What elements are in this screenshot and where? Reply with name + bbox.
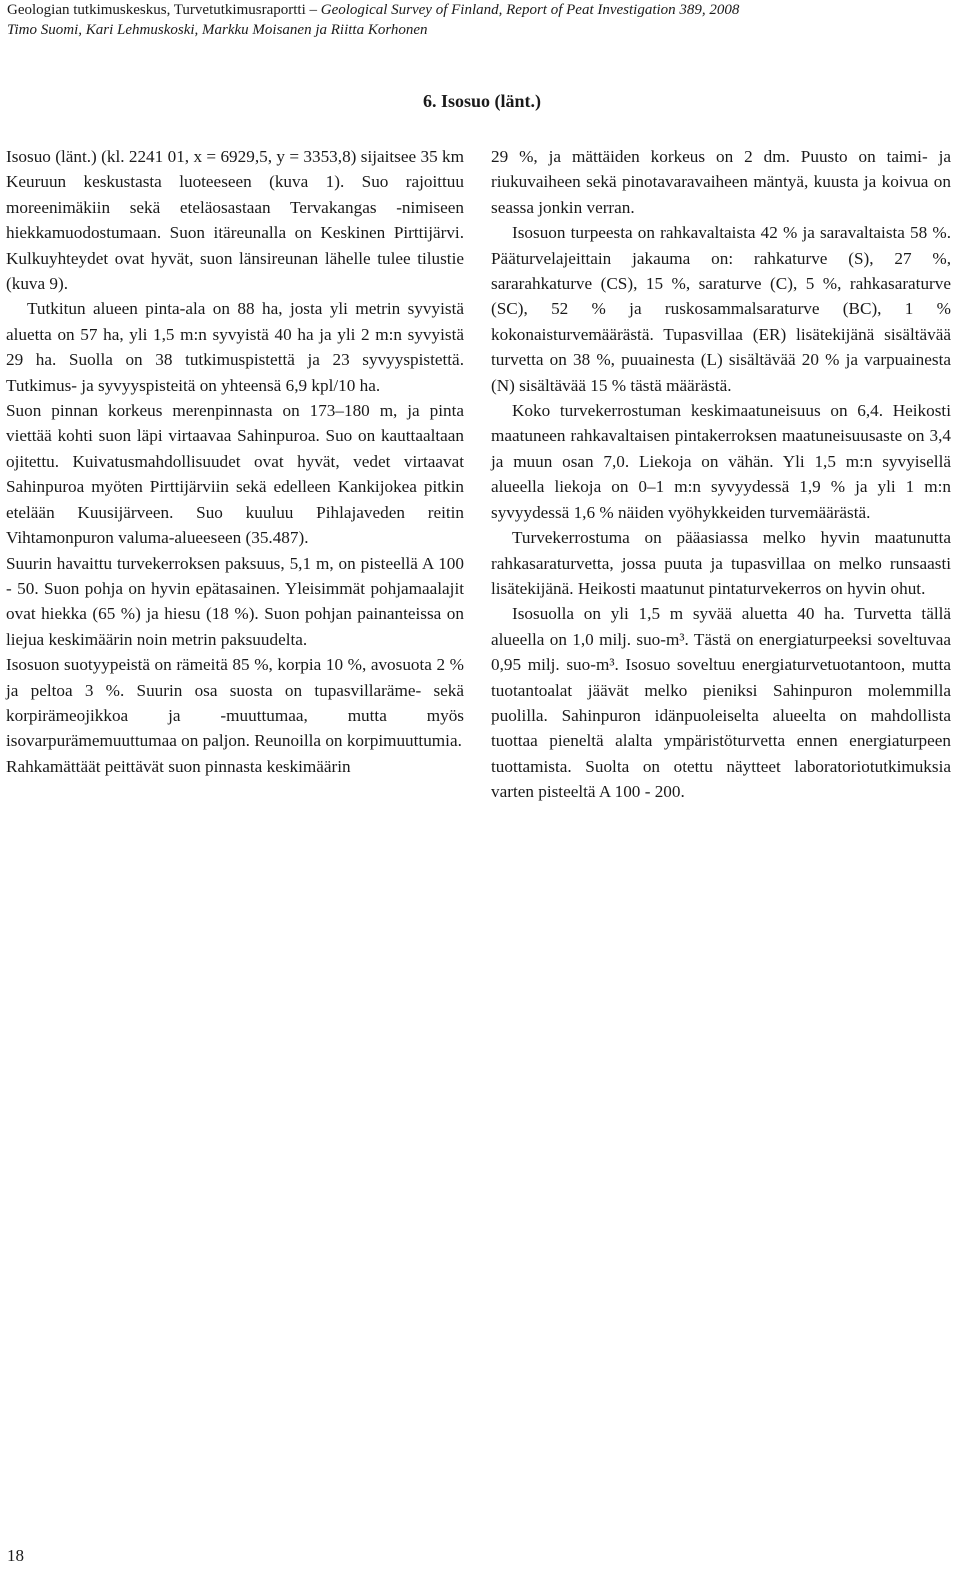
header-publisher: Geologian tutkimuskeskus, Turvetutkimusraportti –: [7, 2, 321, 18]
paragraph-location: Isosuo (länt.) (kl. 2241 01, x = 6929,5, y = 3353,8) sijaitsee 35 km Keuruun keskustasta luoteeseen (kuva 1). Suo rajoittuu moreenimäkiin sekä eteläosastaan Tervakangas -nimiseen hiekkamuodostumaan. Suon itäreunalla on Keskinen Pirttijärvi. Kulkuyhteydet ovat hyvät, suon länsireunan lähelle tulee tilustie (kuva 9).: [6, 147, 464, 294]
section-title: 6. Isosuo (länt.): [422, 91, 542, 111]
page-number: 18: [7, 1546, 24, 1565]
left-column: [6, 144, 464, 779]
paragraph-peat-layers: Turvekerrostuma on pääasiassa melko hyvin maatunutta rahkasaraturvetta, jossa puuta ja tupasvillaa on melko runsaasti lisätekijänä. Heikosti maatunut pintaturvekerros on hyvin ohut.: [491, 528, 951, 598]
paragraph-tree-stand: 29 %, ja mättäiden korkeus on 2 dm. Puusto on taimi- ja riukuvaiheen sekä pinotavaravaiheen mäntyä, kuusta ja koivua on seassa jonkin verran.: [491, 147, 951, 217]
right-column: [491, 144, 951, 805]
paragraph-elevation: Suon pinnan korkeus merenpinnasta on 173–180 m, ja pinta viettää kohti suon läpi virtaavaa Sahinpuroa. Suo on kauttaaltaan ojitettu. Kuivatusmahdollisuudet ovat hyvät, vedet virtaavat Sahinpuroa myöten Pirttijärviin sekä edelleen Kankijokea pitkin etelään Kuusijärveen. Suo kuuluu Pihlajaveden reitin Vihtamonpuron valuma-alueeseen (35.487).: [6, 401, 464, 548]
paragraph-humification: Koko turvekerrostuman keskimaatuneisuus on 6,4. Heikosti maatuneen rahkavaltaisen pintakerroksen maatuneisuusaste on 3,4 ja muun osan 7,0. Liekoja on vähän. Yli 1,5 m:n syvyisellä alueella liekoja on 0–1 m:n syvyydessä 1,9 % ja yli 1 m:n syvyydessä 1,6 % näiden vyöhykkeiden turvemäärästä.: [491, 401, 951, 522]
header-line-1: [7, 0, 739, 20]
paragraph-hummocks: Rahkamättäät peittävät suon pinnasta keskimäärin: [6, 756, 351, 776]
header-series-title: Geological Survey of Finland, Report of Peat Investigation 389, 2008: [320, 2, 740, 18]
paragraph-energy-peat: Isosuolla on yli 1,5 m syvää aluetta 40 ha. Turvetta tällä alueella on 1,0 milj. suo-m³. Tästä on energiaturpeeksi soveltuvaa 0,95 milj. suo-m³. Isosuo soveltuu energiaturvetuotantoon, mutta tuotantoalat jäävät melko pieniksi Sahinpuron molemmilla puolilla. Sahinpuron idänpuoleiselta alueelta on mahdollista tuottaa pieneltä alalta ympäristöturvetta ennen energiaturpeen tuottamista. Suolta on otettu näytteet laboratoriotutkimuksia varten pisteeltä A 100 - 200.: [491, 604, 951, 802]
paragraph-mire-types: Isosuon suotyypeistä on rämeitä 85 %, korpia 10 %, avosuota 2 % ja peltoa 3 %. Suurin osa suosta on tupasvillaräme- sekä korpirämeojikkoa ja -muuttumaa, mutta myös isovarpurämemuuttumaa on paljon. Reunoilla on korpimuuttumia.: [6, 655, 464, 751]
header-authors: Timo Suomi, Kari Lehmuskoski, Markku Moisanen ja Riitta Korhonen: [7, 22, 428, 38]
running-header: [7, 0, 739, 40]
paragraph-peat-thickness: Suurin havaittu turvekerroksen paksuus, 5,1 m, on pisteellä A 100 - 50. Suon pohja on hyvin epätasainen. Yleisimmät pohjamaalajit ovat hiekka (65 %) ja hiesu (18 %). Suon pohjan painanteissa on liejua keskimäärin noin metrin paksuudelta.: [6, 553, 464, 649]
paragraph-peat-composition: Isosuon turpeesta on rahkavaltaista 42 % ja saravaltaista 58 %. Pääturvelajeittain jakauma on: rahkaturve (S), 27 %, sararahkaturve (CS), 15 %, saraturve (C), 5 %, rahkasaraturve (SC), 52 % ja ruskosammalsaraturve (BC), 1 % kokonaisturvemäärästä. Tupasvillaa (ER) lisätekijänä sisältävää turvetta on 38 %, puuainesta (L) sisältävää 20 % ja varpuainesta (N) sisältävää 15 % tästä määrästä.: [491, 223, 951, 395]
paragraph-area: Tutkitun alueen pinta-ala on 88 ha, josta yli metrin syvyistä aluetta on 57 ha, yli 1,5 m:n syvyistä 40 ha ja yli 2 m:n syvyistä 29 ha. Suolla on 38 tutkimuspistettä ja 23 syvyyspistettä. Tutkimus- ja syvyyspisteitä on yhteensä 6,9 kpl/10 ha.: [6, 299, 464, 395]
